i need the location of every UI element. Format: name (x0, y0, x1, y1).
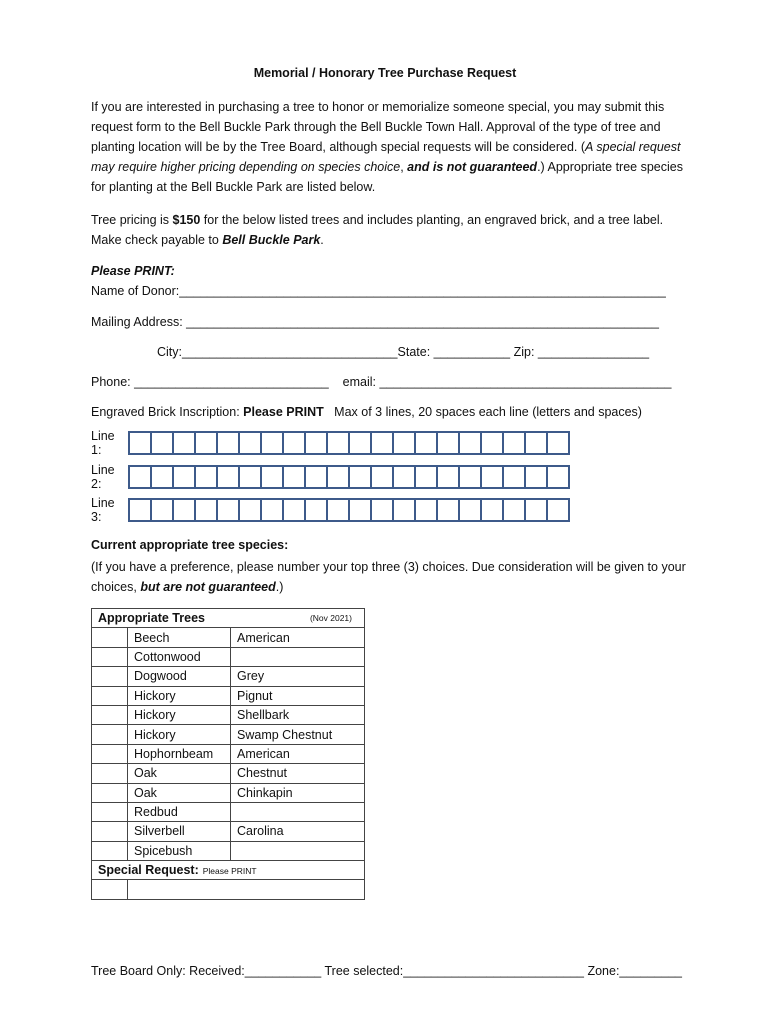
tree-variety: Carolina (231, 822, 365, 841)
special-request-print: Please PRINT (202, 866, 257, 877)
brick-boxes[interactable] (128, 498, 570, 522)
letter-box[interactable] (304, 500, 326, 520)
letter-box[interactable] (458, 500, 480, 520)
brick-max-note: Max of 3 lines, 20 spaces each line (letters and spaces) (323, 405, 642, 419)
choice-number-cell[interactable] (92, 783, 128, 802)
table-row (92, 705, 365, 724)
table-row (92, 802, 365, 821)
letter-box[interactable] (370, 433, 392, 453)
brick-line-label: Line 2: (91, 463, 115, 491)
tree-variety (231, 802, 365, 821)
letter-box[interactable] (326, 467, 348, 487)
species-note-end: .) (275, 580, 284, 594)
tree-name: Hickory (128, 725, 231, 744)
letter-box[interactable] (458, 433, 480, 453)
letter-box[interactable] (260, 467, 282, 487)
species-heading: Current appropriate tree species: (91, 538, 289, 552)
brick-please-print: Please PRINT (243, 405, 324, 419)
letter-box[interactable] (238, 500, 260, 520)
letter-box[interactable] (130, 433, 150, 453)
table-row (92, 744, 365, 763)
special-request-label: Special Request: (98, 863, 199, 878)
tree-name: Silverbell (128, 822, 231, 841)
table-row (92, 686, 365, 705)
letter-box[interactable] (458, 467, 480, 487)
letter-box[interactable] (216, 467, 238, 487)
letter-box[interactable] (414, 500, 436, 520)
letter-box[interactable] (216, 500, 238, 520)
letter-box[interactable] (502, 467, 524, 487)
letter-box[interactable] (172, 467, 194, 487)
pricing-paragraph (91, 210, 691, 250)
letter-box[interactable] (392, 500, 414, 520)
choice-number-cell[interactable] (92, 667, 128, 686)
letter-box[interactable] (436, 433, 458, 453)
table-row (92, 628, 365, 647)
mailing-address-field[interactable]: Mailing Address: ____________________________________________________________________ (91, 315, 659, 329)
letter-box[interactable] (480, 433, 502, 453)
letter-box[interactable] (524, 433, 546, 453)
table-row (92, 783, 365, 802)
letter-box[interactable] (150, 467, 172, 487)
tree-name: Oak (128, 783, 231, 802)
tree-name: Redbud (128, 802, 231, 821)
choice-number-cell[interactable] (92, 647, 128, 666)
letter-box[interactable] (150, 433, 172, 453)
city-state-zip-field[interactable]: City:_______________________________State: ___________ Zip: ________________ (157, 345, 650, 359)
letter-box[interactable] (282, 433, 304, 453)
letter-box[interactable] (370, 500, 392, 520)
letter-box[interactable] (238, 433, 260, 453)
letter-box[interactable] (436, 500, 458, 520)
choice-number-cell[interactable] (92, 686, 128, 705)
letter-box[interactable] (304, 433, 326, 453)
letter-box[interactable] (392, 467, 414, 487)
table-row (92, 841, 365, 860)
tree-variety: Shellbark (231, 705, 365, 724)
letter-box[interactable] (414, 433, 436, 453)
letter-box[interactable] (130, 467, 150, 487)
intro-text-end: .) Appropriate tree species for planting at the Bell Buckle Park are listed below. (91, 160, 683, 194)
tree-variety: Chinkapin (231, 783, 365, 802)
tree-name: Oak (128, 764, 231, 783)
letter-box[interactable] (326, 500, 348, 520)
pricing-text-2: for the below listed trees and includes planting, an engraved brick, and a tree label. Make check payable to (91, 213, 664, 247)
brick-line-2 (91, 463, 570, 491)
species-note (91, 557, 691, 597)
tree-name: Hickory (128, 705, 231, 724)
letter-box[interactable] (172, 433, 194, 453)
letter-box[interactable] (304, 467, 326, 487)
letter-box[interactable] (392, 433, 414, 453)
intro-paragraph (91, 97, 691, 197)
choice-number-cell[interactable] (92, 725, 128, 744)
letter-box[interactable] (348, 433, 370, 453)
letter-box[interactable] (546, 500, 568, 520)
special-request-entry-row (92, 880, 365, 899)
letter-box[interactable] (480, 500, 502, 520)
table-row (92, 764, 365, 783)
brick-inscription-label (91, 405, 642, 419)
letter-box[interactable] (194, 467, 216, 487)
tree-board-footer: Tree Board Only: Received:___________ Tree selected:__________________________ Zone:_________ (91, 964, 682, 978)
choice-number-cell[interactable] (92, 628, 128, 647)
letter-box[interactable] (172, 500, 194, 520)
letter-box[interactable] (238, 467, 260, 487)
tree-variety (231, 841, 365, 860)
letter-box[interactable] (282, 500, 304, 520)
trees-table (91, 608, 365, 900)
table-header-label: Appropriate Trees (98, 611, 205, 626)
letter-box[interactable] (348, 500, 370, 520)
letter-box[interactable] (260, 433, 282, 453)
please-print-label: Please PRINT: (91, 264, 175, 278)
table-header (92, 609, 365, 628)
intro-text: If you are interested in purchasing a tree to honor or memorialize someone special, you may submit this request form to the Bell Buckle Park through the Bell Buckle Town Hall. Approval of the type of tree and planting location will be by the Tree Board, although special requests will be considered. ( (91, 100, 665, 154)
choice-number-cell[interactable] (92, 744, 128, 763)
donor-name-field[interactable]: Name of Donor:______________________________________________________________________ (91, 284, 666, 298)
brick-boxes[interactable] (128, 465, 570, 489)
table-row (92, 667, 365, 686)
choice-number-cell[interactable] (92, 841, 128, 860)
choice-number-cell[interactable] (92, 764, 128, 783)
tree-variety: Grey (231, 667, 365, 686)
special-request-label-cell (92, 861, 365, 880)
letter-box[interactable] (130, 500, 150, 520)
table-date: (Nov 2021) (309, 613, 352, 623)
species-note-text: (If you have a preference, please number your top three (3) choices. Due consideration will be given to your choices, (91, 560, 686, 594)
phone-email-field[interactable]: Phone: ____________________________ email: __________________________________________ (91, 375, 672, 389)
letter-box[interactable] (326, 433, 348, 453)
special-request-row (92, 861, 365, 880)
table-row (92, 647, 365, 666)
form-title: Memorial / Honorary Tree Purchase Request (253, 66, 517, 80)
tree-variety: American (231, 744, 365, 763)
tree-variety: American (231, 628, 365, 647)
intro-comma: , (400, 160, 408, 174)
choice-number-cell[interactable] (92, 802, 128, 821)
not-guaranteed-text: and is not guaranteed (407, 160, 538, 174)
tree-variety: Chestnut (231, 764, 365, 783)
special-choice-cell[interactable] (92, 880, 128, 899)
tree-variety: Swamp Chestnut (231, 725, 365, 744)
letter-box[interactable] (480, 467, 502, 487)
letter-box[interactable] (282, 467, 304, 487)
species-note-bold: but are not guaranteed (140, 580, 276, 594)
letter-box[interactable] (546, 467, 568, 487)
tree-name: Beech (128, 628, 231, 647)
letter-box[interactable] (194, 433, 216, 453)
brick-line-label: Line 1: (91, 429, 115, 457)
pricing-text: Tree pricing is (91, 213, 173, 227)
letter-box[interactable] (150, 500, 172, 520)
letter-box[interactable] (348, 467, 370, 487)
letter-box[interactable] (502, 500, 524, 520)
table-row (92, 822, 365, 841)
brick-boxes[interactable] (128, 431, 570, 455)
letter-box[interactable] (546, 433, 568, 453)
brick-line-1 (91, 429, 570, 457)
brick-line-3 (91, 496, 570, 524)
choice-number-cell[interactable] (92, 822, 128, 841)
tree-name: Hophornbeam (128, 744, 231, 763)
letter-box[interactable] (436, 467, 458, 487)
table-row (92, 725, 365, 744)
letter-box[interactable] (216, 433, 238, 453)
intro-italic: A special request may require higher pricing depending on species choice (91, 140, 681, 174)
letter-box[interactable] (524, 467, 546, 487)
tree-name: Dogwood (128, 667, 231, 686)
tree-variety: Pignut (231, 686, 365, 705)
brick-label-text: Engraved Brick Inscription: (91, 405, 244, 419)
choice-number-cell[interactable] (92, 705, 128, 724)
letter-box[interactable] (260, 500, 282, 520)
tree-name: Spicebush (128, 841, 231, 860)
payee: Bell Buckle Park (222, 233, 321, 247)
letter-box[interactable] (502, 433, 524, 453)
pricing-period: . (320, 233, 324, 247)
letter-box[interactable] (524, 500, 546, 520)
tree-name: Cottonwood (128, 647, 231, 666)
letter-box[interactable] (414, 467, 436, 487)
tree-name: Hickory (128, 686, 231, 705)
letter-box[interactable] (370, 467, 392, 487)
price: $150 (172, 213, 201, 227)
letter-box[interactable] (194, 500, 216, 520)
special-request-input[interactable] (128, 880, 365, 899)
brick-line-label: Line 3: (91, 496, 115, 524)
tree-variety (231, 647, 365, 666)
